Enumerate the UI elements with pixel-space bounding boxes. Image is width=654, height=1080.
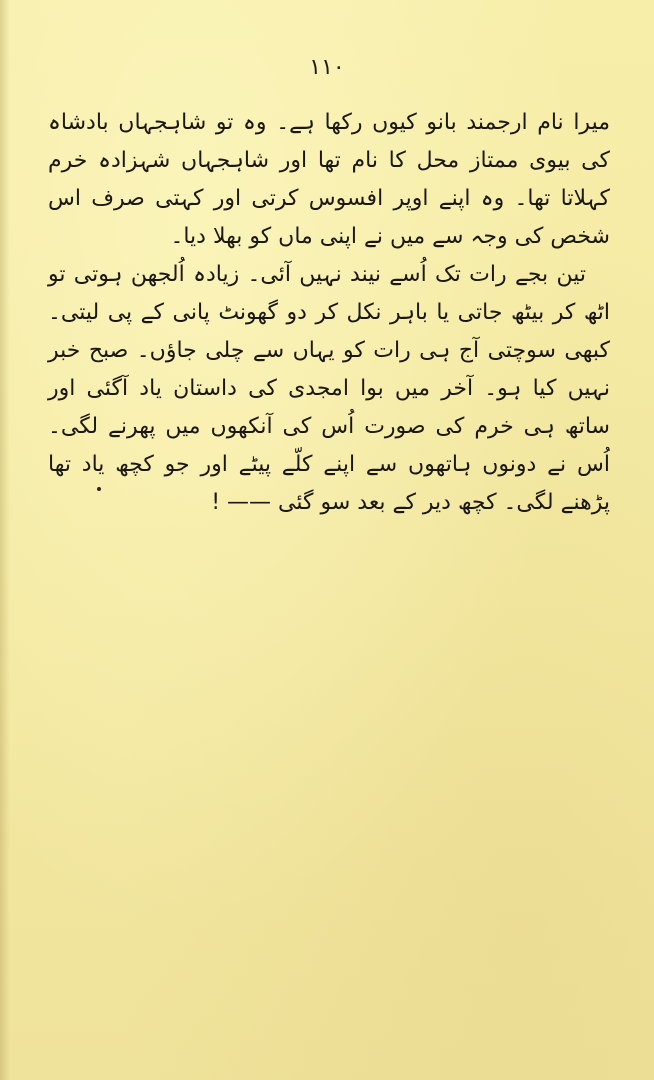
paragraph-2: تین بجے رات تک اُسے نیند نہیں آئی۔ زیادہ اُلجھن ہوتی تو اٹھ کر بیٹھ جاتی یا باہر نکل کر دو گھونٹ پانی کے پی لیتی۔ کبھی سوچتی آج ہی رات کو یہاں سے چلی جاؤں۔ صبح خبر نہیں کیا ہو۔ آخر میں بوا امجدی کی داستان یاد آگئی اور ساتھ ہی خرم کی صورت اُس کی آنکھوں میں پھرنے لگی۔ اُس نے دونوں ہاتھوں سے اپنے کلّے پیٹے اور جو کچھ یاد تھا پڑھنے لگی۔ کچھ دیر کے بعد سو گئی —— ! bbox=[48, 262, 610, 515]
page-number: ۱۱۰ bbox=[309, 55, 345, 80]
paragraph-1: میرا نام ارجمند بانو کیوں رکھا ہے۔ وہ تو شاہجہاں بادشاہ کی بیوی ممتاز محل کا نام تھا اور شاہجہاں شہزادہ خرم کہلاتا تھا۔ وہ اپنے اوپر افسوس کرتی اور کہتی صرف اس شخص کی وجہ سے میں نے اپنی ماں کو بھلا دیا۔ bbox=[48, 110, 610, 249]
page-body-text bbox=[48, 104, 610, 522]
page-edge-shadow bbox=[0, 0, 10, 1080]
ink-speck bbox=[97, 487, 101, 491]
